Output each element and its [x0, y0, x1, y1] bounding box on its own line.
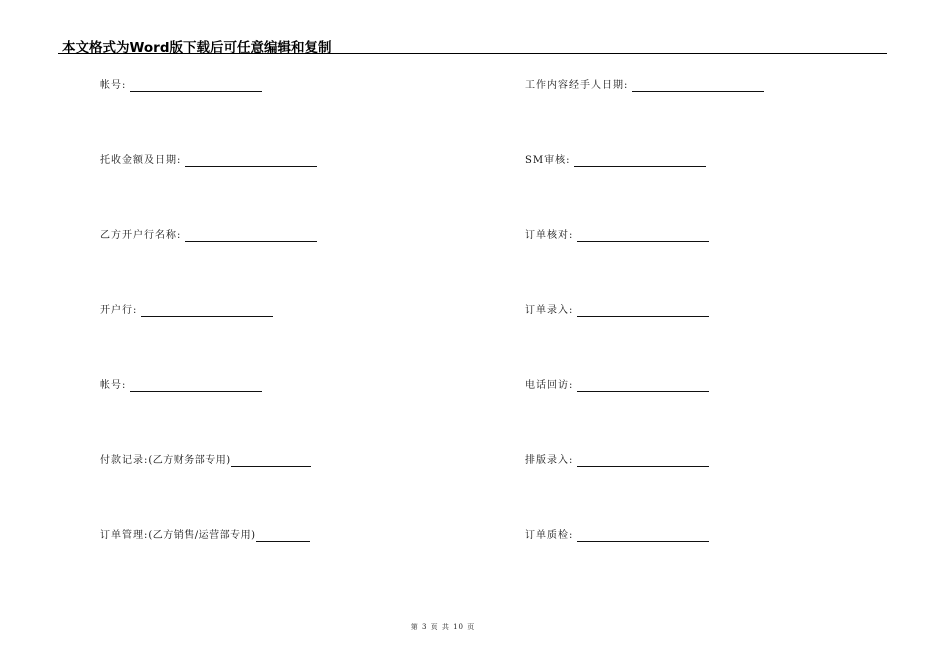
field-label: 托收金额及日期:	[100, 155, 182, 166]
field-label: 电话回访:	[525, 380, 574, 391]
right-field-phone-followup	[525, 380, 709, 392]
fill-blank[interactable]	[231, 455, 311, 467]
fill-blank[interactable]	[185, 155, 317, 167]
fill-blank[interactable]	[130, 80, 262, 92]
fill-blank[interactable]	[185, 230, 317, 242]
field-label: 付款记录:	[100, 455, 149, 466]
left-field-account	[100, 80, 262, 92]
field-label: 帐号:	[100, 80, 127, 91]
field-label: 订单录入:	[525, 305, 574, 316]
field-label: 订单核对:	[525, 230, 574, 241]
field-label: 订单质检:	[525, 530, 574, 541]
field-label: 排版录入:	[525, 455, 574, 466]
header-divider	[58, 53, 887, 54]
field-label: 开户行:	[100, 305, 138, 316]
left-field-collection-amount-date	[100, 155, 317, 167]
fill-blank[interactable]	[577, 380, 709, 392]
left-field-payment-record	[100, 455, 311, 467]
fill-blank[interactable]	[577, 455, 709, 467]
field-label: 帐号:	[100, 380, 127, 391]
fill-blank[interactable]	[577, 530, 709, 542]
fill-blank[interactable]	[141, 305, 273, 317]
left-field-bank	[100, 305, 273, 317]
right-field-sm-review	[525, 155, 706, 167]
fill-blank[interactable]	[577, 230, 709, 242]
right-field-order-check	[525, 230, 709, 242]
right-field-layout-entry	[525, 455, 709, 467]
document-header-title: 本文格式为Word版下载后可任意编辑和复制	[62, 40, 332, 56]
fill-blank[interactable]	[632, 80, 764, 92]
left-field-account-2	[100, 380, 262, 392]
field-label: 工作内容经手人日期:	[525, 80, 629, 91]
right-field-order-entry	[525, 305, 709, 317]
fill-blank[interactable]	[130, 380, 262, 392]
fill-blank[interactable]	[577, 305, 709, 317]
field-note: (乙方销售/运营部专用)	[148, 530, 256, 541]
page-number-footer: 第 3 页 共 10 页	[410, 623, 476, 631]
field-label: 乙方开户行名称:	[100, 230, 182, 241]
field-label: SM审核:	[525, 155, 571, 166]
field-note: (乙方财务部专用)	[148, 455, 231, 466]
field-label: 订单管理:	[100, 530, 149, 541]
left-field-party-b-bank-name	[100, 230, 317, 242]
right-field-order-qc	[525, 530, 709, 542]
right-field-work-handler-date	[525, 80, 764, 92]
fill-blank[interactable]	[256, 530, 310, 542]
fill-blank[interactable]	[574, 155, 706, 167]
left-field-order-management	[100, 530, 310, 542]
